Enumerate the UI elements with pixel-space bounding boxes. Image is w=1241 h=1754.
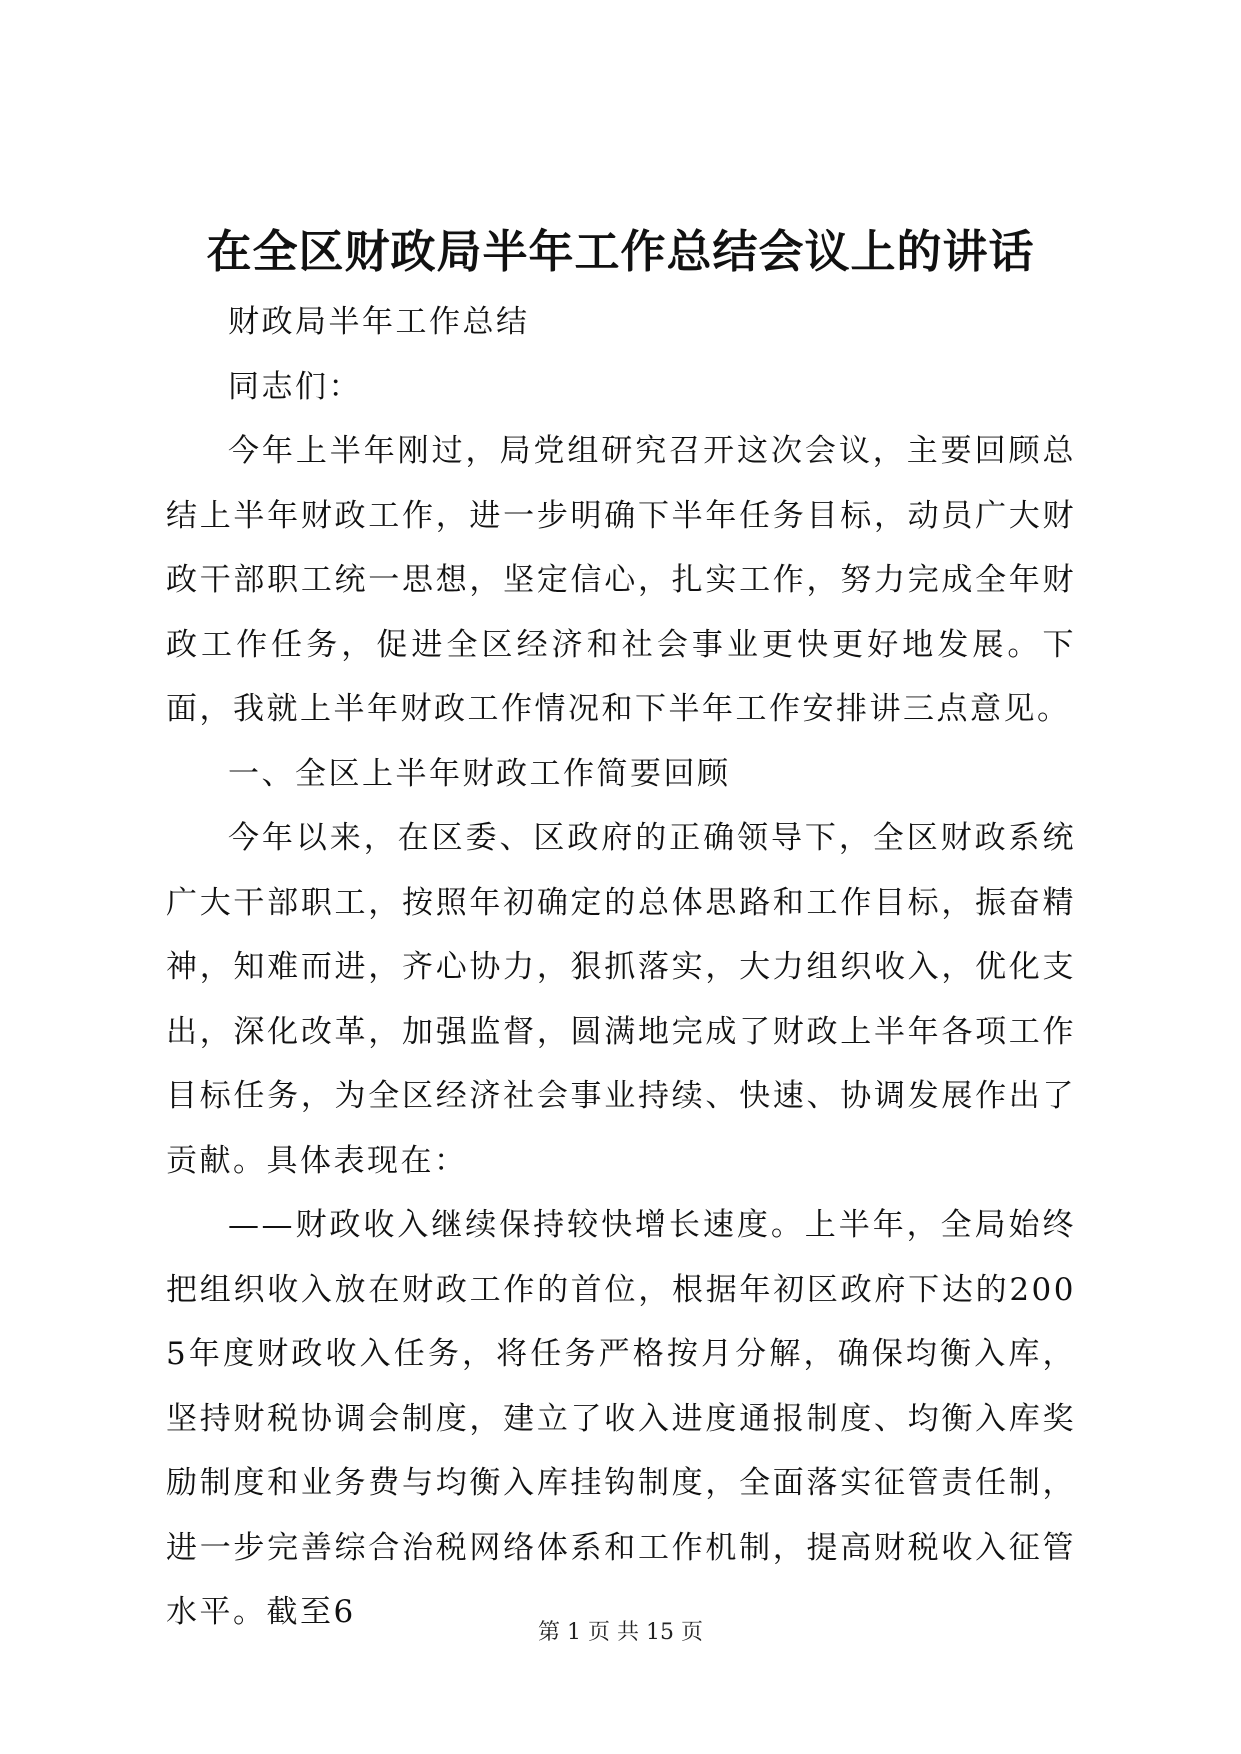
subtitle-paragraph: 财政局半年工作总结 (228, 304, 530, 340)
body-paragraph: 今年以来，在区委、区政府的正确领导下，全区财政系统广大干部职工，按照年初确定的总体思路和工作目标，振奋精神，知难而进，齐心协力，狠抓落实，大力组织收入，优化支出，深化改革，加强监督，圆满地完成了财政上半年各项工作目标任务，为全区经济社会事业持续、快速、协调发展作出了贡献。具体表现在： (166, 820, 1076, 1179)
page-footer (0, 1618, 1241, 1648)
document-title: 在全区财政局半年工作总结会议上的讲话 (206, 225, 1035, 278)
salutation-paragraph: 同志们： (228, 368, 362, 405)
body-paragraph: ——财政收入继续保持较快增长速度。上半年，全局始终把组织收入放在财政工作的首位，根据年初区政府下达的2005年度财政收入任务，将任务严格按月分解，确保均衡入库，坚持财税协调会制度，建立了收入进度通报制度、均衡入库奖励制度和业务费与均衡入库挂钩制度，全面落实征管责任制，进一步完善综合治税网络体系和工作机制，提高财税收入征管水平。截至6 (166, 1207, 1076, 1630)
document-body (166, 290, 1076, 1645)
page-number-label: 第 1 页 共 15 页 (538, 1620, 703, 1645)
section-heading: 一、全区上半年财政工作简要回顾 (228, 755, 731, 792)
intro-paragraph: 今年上半年刚过，局党组研究召开这次会议，主要回顾总结上半年财政工作，进一步明确下半年任务目标，动员广大财政干部职工统一思想，坚定信心，扎实工作，努力完成全年财政工作任务，促进全区经济和社会事业更快更好地发展。下面，我就上半年财政工作情况和下半年工作安排讲三点意见。 (166, 433, 1076, 727)
